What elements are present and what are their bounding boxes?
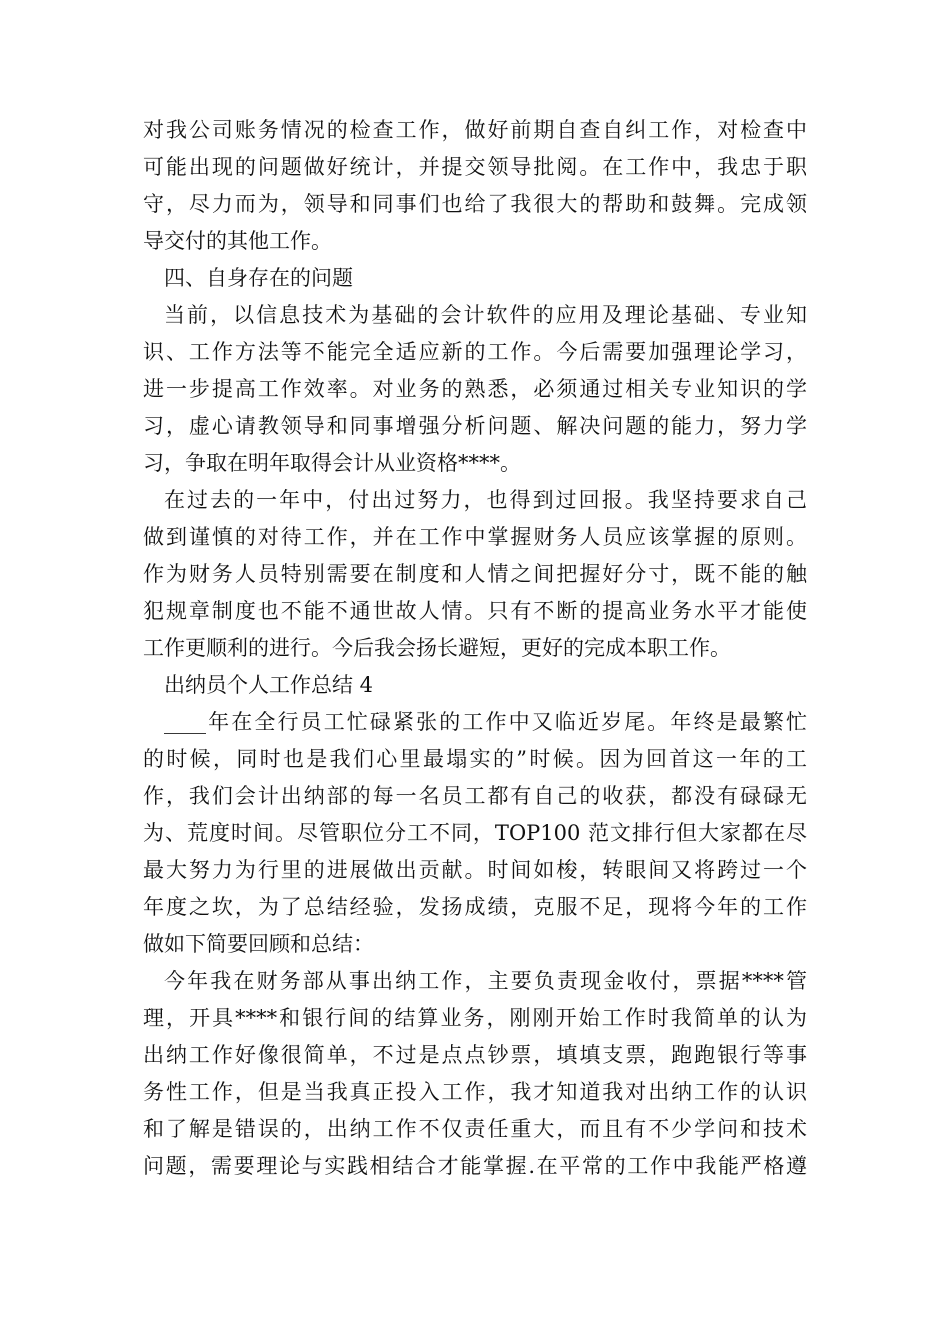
text-line: ____年在全行员工忙碌紧张的工作中又临近岁尾。年终是最繁忙: [164, 710, 807, 734]
text-line: 作，我们会计出纳部的每一名员工都有自己的收获，都没有碌碌无: [143, 784, 807, 808]
text-line: 做如下简要回顾和总结：: [143, 932, 374, 956]
text-line: 务性工作，但是当我真正投入工作，我才知道我对出纳工作的认识: [143, 1080, 807, 1104]
text-line: 习，争取在明年取得会计从业资格****。: [143, 451, 521, 475]
document-page: [143, 112, 807, 1185]
text-line: 进一步提高工作效率。对业务的熟悉，必须通过相关专业知识的学: [143, 377, 807, 401]
title-text: 出纳员个人工作总结 4: [164, 673, 374, 697]
text-line: 工作更顺利的进行。今后我会扬长避短，更好的完成本职工作。: [143, 636, 731, 660]
text-line: 在过去的一年中，付出过努力，也得到过回报。我坚持要求自己: [164, 488, 807, 512]
text-line: 年度之坎，为了总结经验，发扬成绩，克服不足，现将今年的工作: [143, 895, 807, 919]
text-line: 为、荒度时间。尽管职位分工不同，TOP100 范文排行但大家都在尽: [143, 821, 807, 845]
text-line: 识、工作方法等不能完全适应新的工作。今后需要加强理论学习，: [143, 340, 807, 364]
text-line: 习，虚心请教领导和同事增强分析问题、解决问题的能力，努力学: [143, 414, 807, 438]
text-line: 对我公司账务情况的检查工作，做好前期自查自纠工作，对检查中: [143, 118, 807, 142]
text-line: 出纳工作好像很简单，不过是点点钞票，填填支票，跑跑银行等事: [143, 1043, 807, 1067]
section-title: [143, 667, 807, 704]
paragraph-current-issues: [143, 297, 807, 482]
text-line: 最大努力为行里的进展做出贡献。时间如梭，转眼间又将跨过一个: [143, 858, 807, 882]
text-line: 可能出现的问题做好统计，并提交领导批阅。在工作中，我忠于职: [143, 155, 807, 179]
text-line: 的时候，同时也是我们心里最塌实的”时候。因为回首这一年的工: [143, 747, 807, 771]
paragraph-year-end: [143, 704, 807, 963]
paragraph-past-year: [143, 482, 807, 667]
text-line: 问题，需要理论与实践相结合才能掌握.在平常的工作中我能严格遵: [143, 1154, 807, 1178]
text-line: 当前，以信息技术为基础的会计软件的应用及理论基础、专业知: [164, 303, 807, 327]
text-line: 导交付的其他工作。: [143, 229, 332, 253]
paragraph-continuation: [143, 112, 807, 260]
text-line: 理，开具****和银行间的结算业务，刚刚开始工作时我简单的认为: [143, 1006, 807, 1030]
heading-text: 四、自身存在的问题: [164, 266, 353, 290]
text-line: 犯规章制度也不能不通世故人情。只有不断的提高业务水平才能使: [143, 599, 807, 623]
text-line: 作为财务人员特别需要在制度和人情之间把握好分寸，既不能的触: [143, 562, 807, 586]
text-line: 做到谨慎的对待工作，并在工作中掌握财务人员应该掌握的原则。: [143, 525, 807, 549]
section-heading: [143, 260, 807, 297]
paragraph-cashier-work: [143, 963, 807, 1185]
text-line: 和了解是错误的，出纳工作不仅责任重大，而且有不少学问和技术: [143, 1117, 807, 1141]
text-line: 今年我在财务部从事出纳工作，主要负责现金收付，票据****管: [164, 969, 807, 993]
text-line: 守，尽力而为，领导和同事们也给了我很大的帮助和鼓舞。完成领: [143, 192, 807, 216]
